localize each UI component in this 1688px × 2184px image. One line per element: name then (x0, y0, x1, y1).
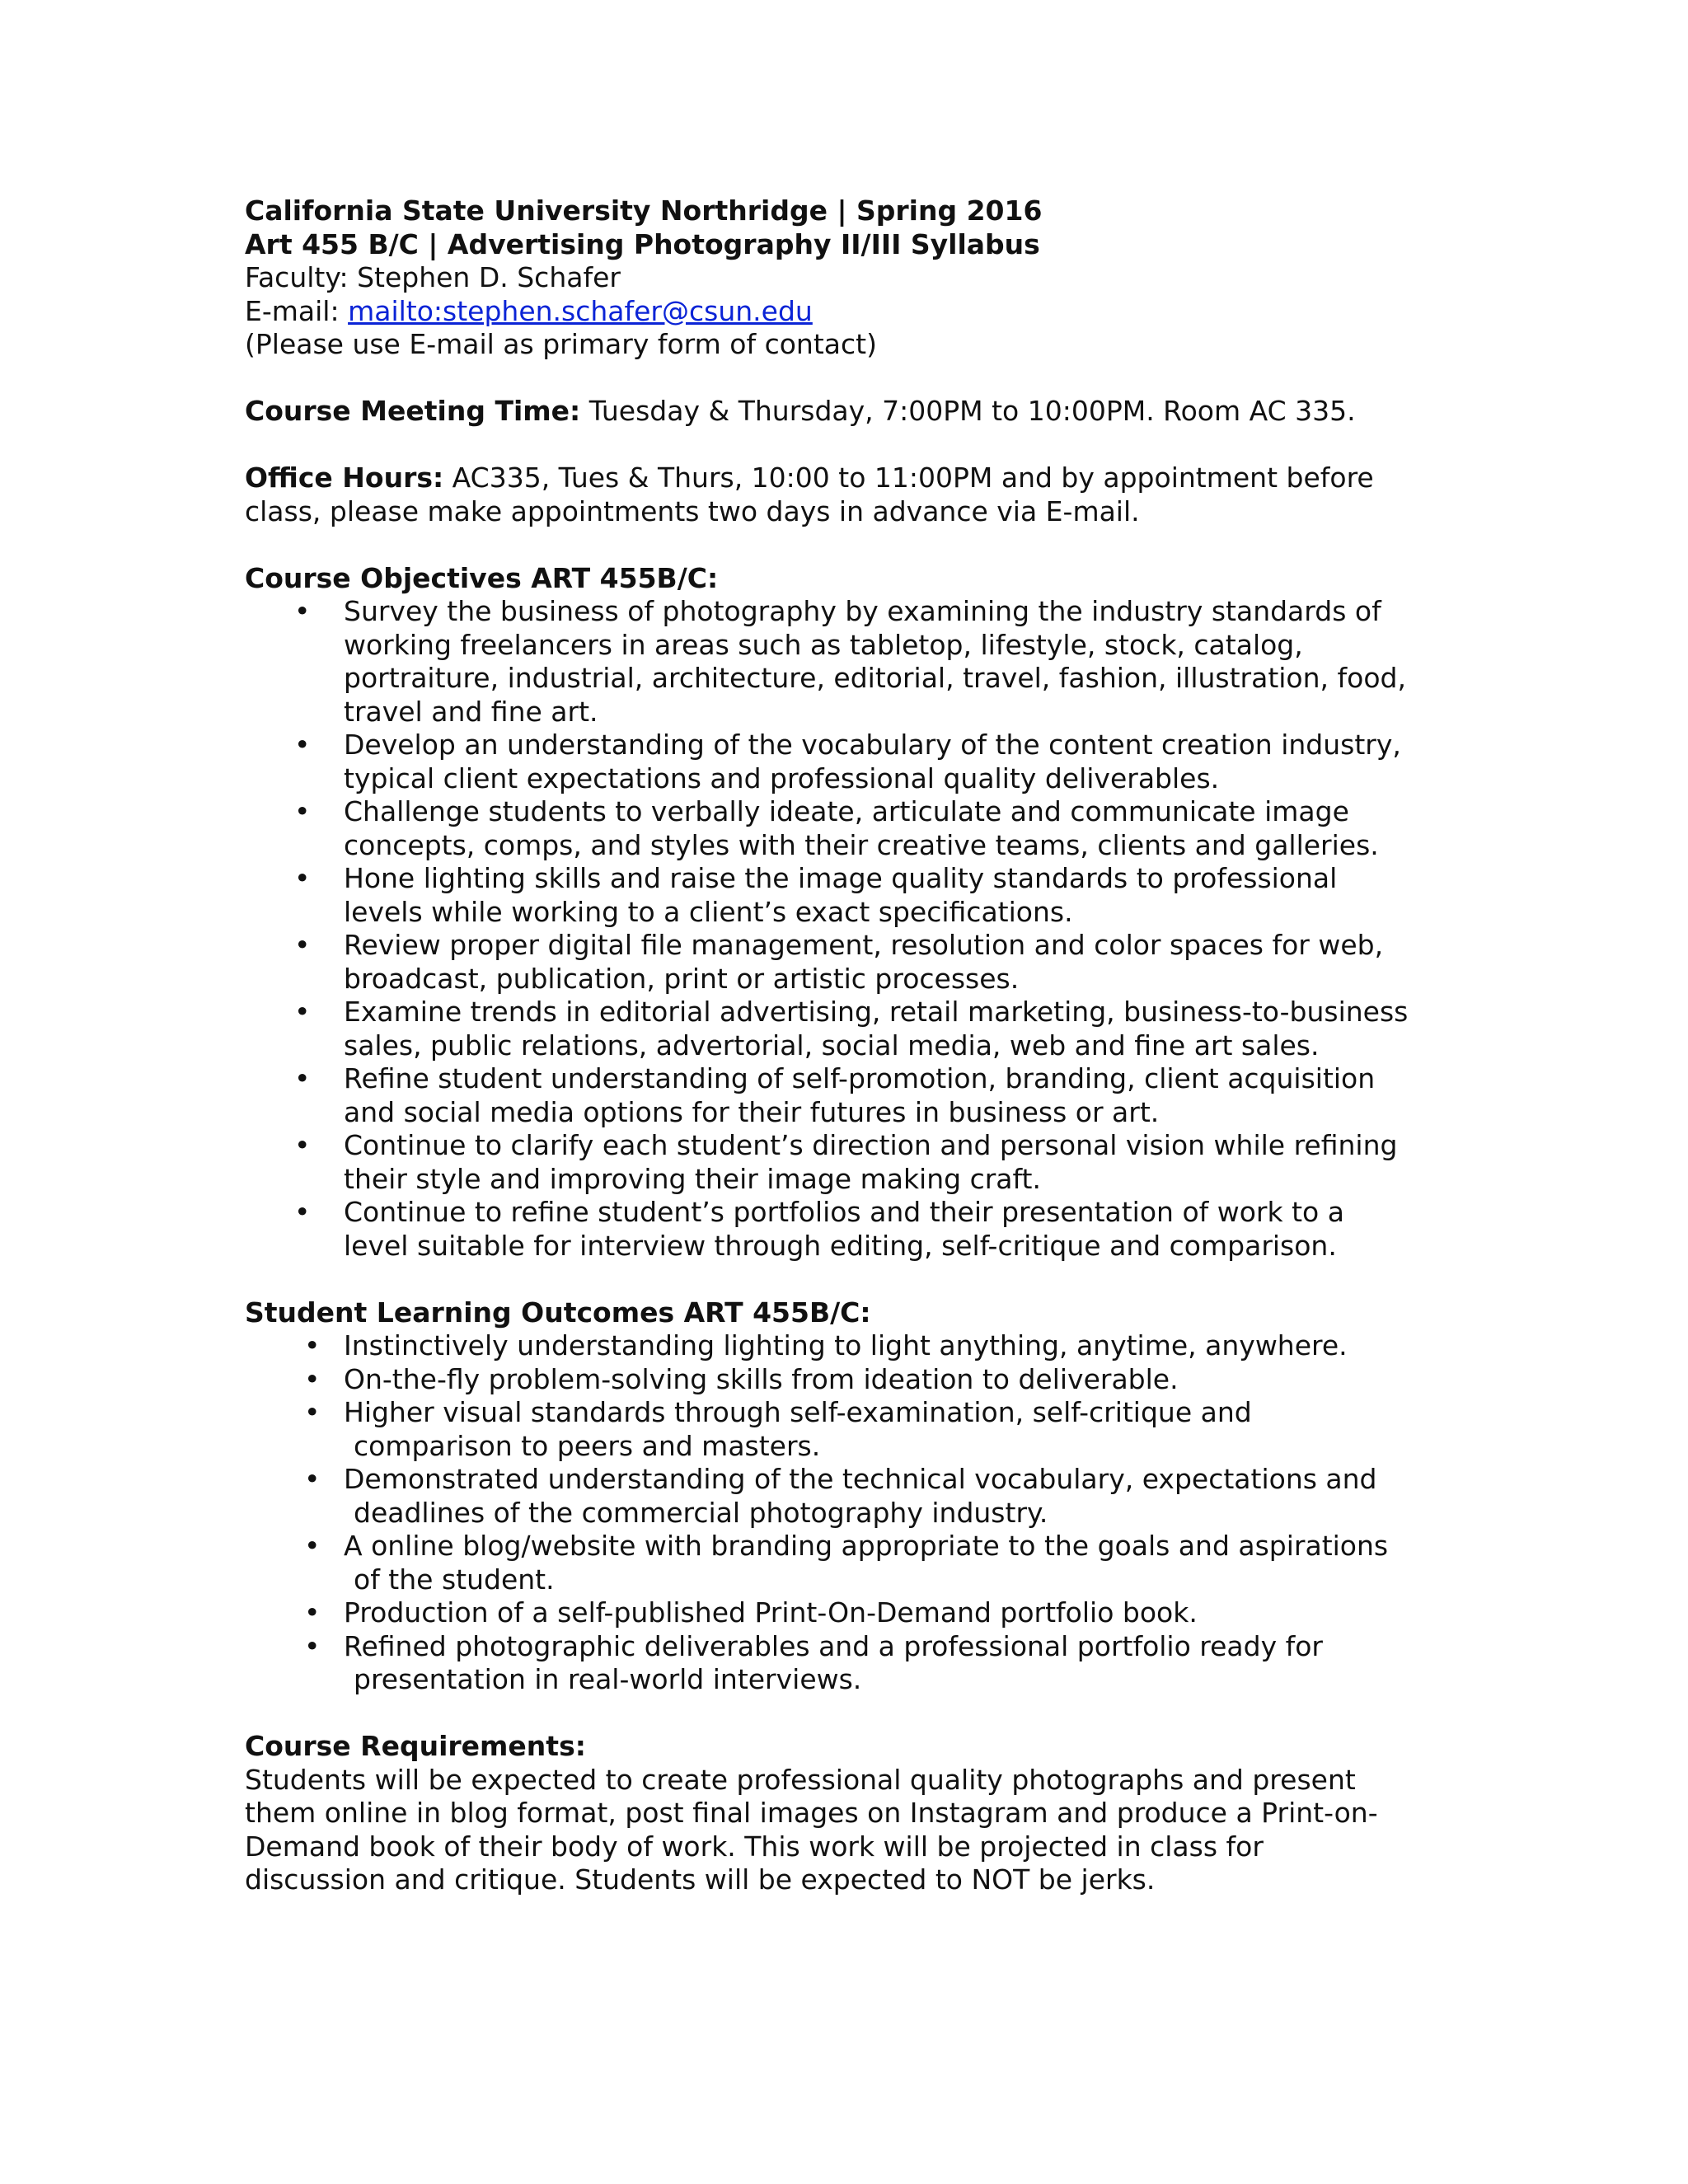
objective-item (245, 595, 1448, 729)
course-title-heading: Art 455 B/C | Advertising Photography II/III Syllabus (245, 227, 1040, 260)
bullet-icon: • (304, 1629, 321, 1662)
outcome-text-line: comparison to peers and masters. (354, 1429, 821, 1462)
objective-text-line: working freelancers in areas such as tabletop, lifestyle, stock, catalog, (344, 628, 1303, 661)
objective-text-line: Refine student understanding of self-promotion, branding, client acquisition (344, 1062, 1376, 1094)
requirements-text-line: Demand book of their body of work. This work will be projected in class for (245, 1830, 1264, 1863)
outcome-item (245, 1530, 1448, 1596)
outcomes-list (245, 1329, 1448, 1697)
office-hours-label: Office Hours: (245, 462, 444, 494)
objective-text-line: and social media options for their futures in business or art. (344, 1095, 1160, 1128)
bullet-icon: • (294, 1196, 311, 1228)
objective-text-line: Develop an understanding of the vocabulary of the content creation industry, (344, 729, 1401, 761)
office-hours-line (245, 462, 1448, 495)
objective-item (245, 862, 1448, 929)
university-term-heading: California State University Northridge | Spring 2016 (245, 194, 1043, 227)
objective-item (245, 795, 1448, 862)
bullet-icon: • (294, 1062, 311, 1094)
outcome-text-line: of the student. (354, 1563, 555, 1596)
outcome-text-line: Production of a self-published Print-On-Demand portfolio book. (344, 1596, 1198, 1629)
objective-text-line: broadcast, publication, print or artistic processes. (344, 962, 1020, 995)
bullet-icon: • (304, 1329, 321, 1361)
bullet-icon: • (294, 929, 311, 961)
requirements-text-line: them online in blog format, post final images on Instagram and produce a Print-on- (245, 1797, 1378, 1829)
bullet-icon: • (294, 795, 311, 827)
bullet-icon: • (294, 1129, 311, 1161)
objective-text-line: Review proper digital file management, resolution and color spaces for web, (344, 929, 1384, 961)
objective-text-line: sales, public relations, advertorial, social media, web and fine art sales. (344, 1029, 1320, 1062)
outcome-text-line: deadlines of the commercial photography industry. (354, 1496, 1048, 1529)
contact-note: (Please use E-mail as primary form of contact) (245, 328, 877, 360)
objective-text-line: Continue to clarify each student’s direction and personal vision while refining (344, 1129, 1398, 1161)
bullet-icon: • (294, 862, 311, 894)
outcome-text-line: On-the-fly problem-solving skills from ideation to deliverable. (344, 1362, 1179, 1395)
objectives-heading: Course Objectives ART 455B/C: (245, 561, 719, 594)
outcome-text-line: presentation in real-world interviews. (354, 1663, 862, 1695)
email-link[interactable]: mailto:stephen.schafer@csun.edu (348, 294, 813, 327)
objective-text-line: concepts, comps, and styles with their creative teams, clients and galleries. (344, 828, 1379, 861)
email-line (245, 295, 1448, 329)
objective-text-line: Challenge students to verbally ideate, articulate and communicate image (344, 795, 1349, 827)
meeting-time-text: Tuesday & Thursday, 7:00PM to 10:00PM. Room AC 335. (580, 395, 1356, 427)
meeting-time-line (245, 395, 1448, 429)
bullet-icon: • (304, 1396, 321, 1428)
outcome-text-line: Higher visual standards through self-examination, self-critique and (344, 1396, 1252, 1428)
objective-text-line: typical client expectations and professional quality deliverables. (344, 762, 1220, 794)
objective-item (245, 729, 1448, 795)
objective-text-line: level suitable for interview through editing, self-critique and comparison. (344, 1229, 1337, 1262)
objective-item (245, 1062, 1448, 1129)
bullet-icon: • (294, 595, 311, 627)
bullet-icon: • (294, 729, 311, 761)
bullet-icon: • (304, 1596, 321, 1629)
requirements-paragraph (245, 1764, 1448, 1897)
objective-text-line: levels while working to a client’s exact specifications. (344, 895, 1073, 928)
bullet-icon: • (304, 1362, 321, 1395)
objective-text-line: Continue to refine student’s portfolios and their presentation of work to a (344, 1196, 1344, 1228)
faculty-line: Faculty: Stephen D. Schafer (245, 261, 621, 293)
objectives-list (245, 595, 1448, 1263)
objective-text-line: portraiture, industrial, architecture, editorial, travel, fashion, illustration, food, (344, 662, 1406, 694)
requirements-heading: Course Requirements: (245, 1730, 586, 1762)
bullet-icon: • (304, 1530, 321, 1562)
outcome-item (245, 1630, 1448, 1697)
outcome-text-line: Instinctively understanding lighting to light anything, anytime, anywhere. (344, 1329, 1348, 1361)
objective-item (245, 1129, 1448, 1196)
outcome-text-line: Refined photographic deliverables and a professional portfolio ready for (344, 1629, 1323, 1662)
objective-item (245, 996, 1448, 1062)
outcomes-heading: Student Learning Outcomes ART 455B/C: (245, 1296, 871, 1329)
meeting-time-label: Course Meeting Time: (245, 395, 581, 427)
requirements-text-line: discussion and critique. Students will be expected to NOT be jerks. (245, 1863, 1156, 1896)
objective-text-line: Examine trends in editorial advertising, retail marketing, business-to-business (344, 996, 1409, 1028)
outcome-item (245, 1329, 1448, 1363)
objective-text-line: their style and improving their image making craft. (344, 1162, 1041, 1195)
email-label: E-mail: (245, 294, 349, 327)
outcome-item (245, 1396, 1448, 1463)
outcome-item (245, 1463, 1448, 1530)
objective-text-line: Survey the business of photography by examining the industry standards of (344, 595, 1381, 627)
objective-text-line: Hone lighting skills and raise the image quality standards to professional (344, 862, 1338, 894)
objective-text-line: travel and fine art. (344, 695, 598, 728)
outcome-item (245, 1363, 1448, 1397)
objective-item (245, 1196, 1448, 1263)
office-hours-line-2: class, please make appointments two days in advance via E-mail. (245, 494, 1140, 527)
outcome-item (245, 1596, 1448, 1630)
outcome-text-line: Demonstrated understanding of the technical vocabulary, expectations and (344, 1463, 1377, 1495)
bullet-icon: • (304, 1463, 321, 1495)
outcome-text-line: A online blog/website with branding appropriate to the goals and aspirations (344, 1530, 1389, 1562)
office-hours-text: AC335, Tues & Thurs, 10:00 to 11:00PM and by appointment before (443, 462, 1374, 494)
objective-item (245, 929, 1448, 996)
bullet-icon: • (294, 996, 311, 1028)
syllabus-page (245, 194, 1448, 1897)
requirements-text-line: Students will be expected to create professional quality photographs and present (245, 1763, 1356, 1796)
